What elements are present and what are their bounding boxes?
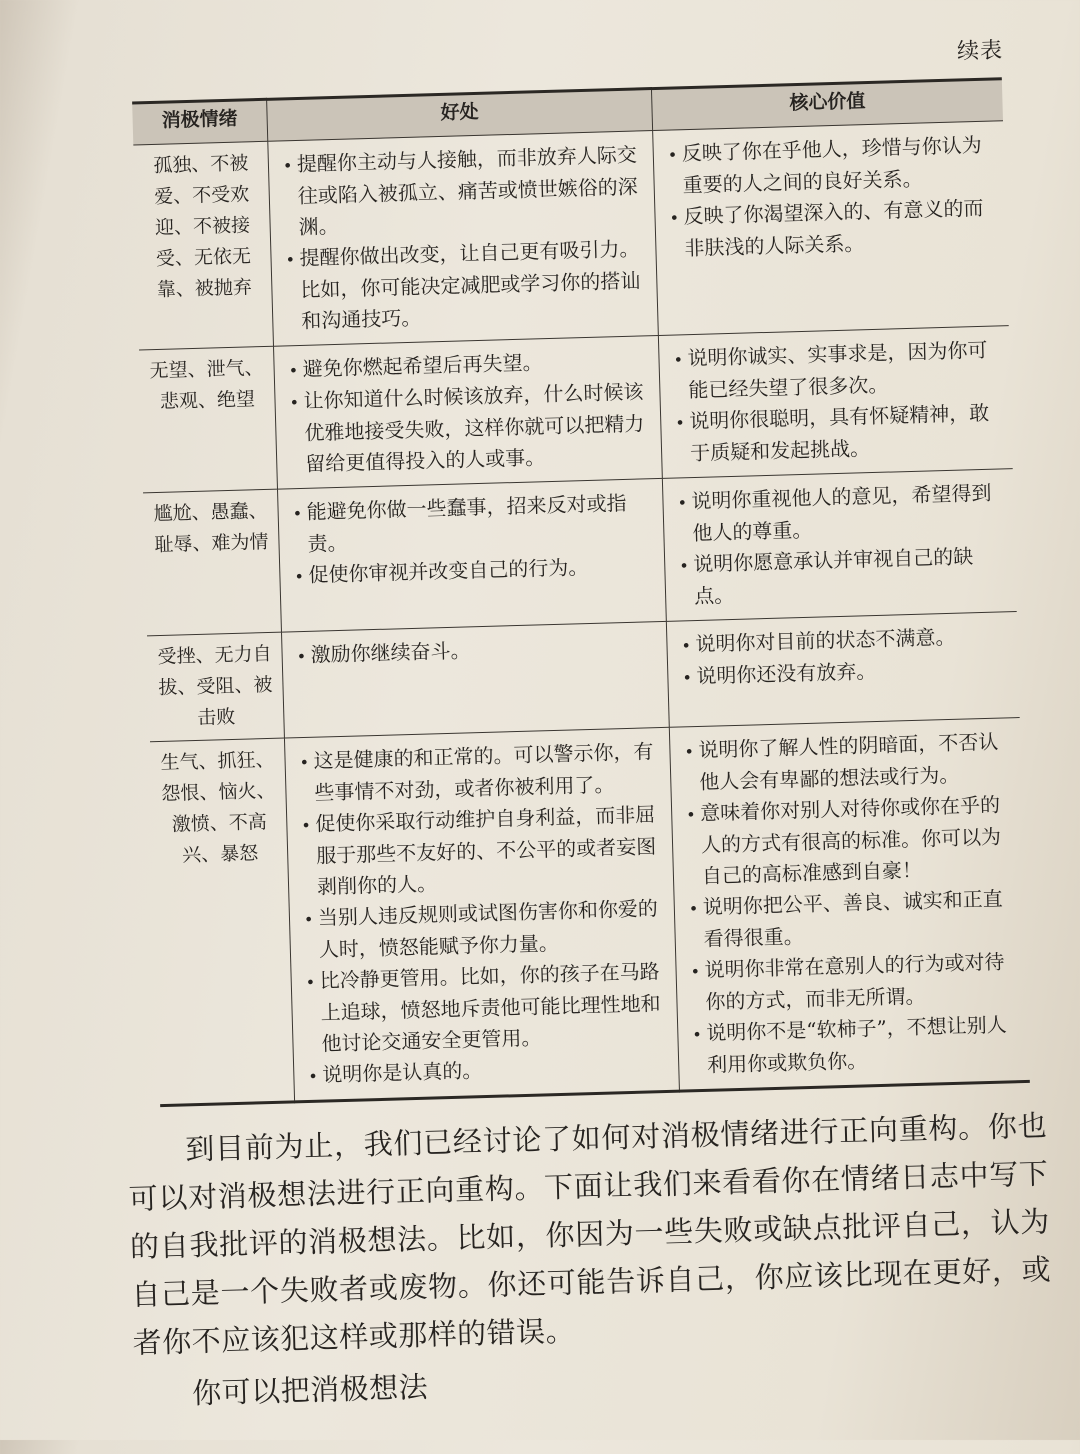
value-item: • 说明你诚实、实事求是，因为你可能已经失望了很多次。 [673,334,1001,406]
value-cell [662,469,1016,622]
body-text [127,1101,1055,1419]
benefit-cell [284,727,679,1102]
benefit-item: • 让你知道什么时候该放弃，什么时候该优雅地接受失败，这样你就可以把精力留给更值得投入的人或事。 [289,376,651,480]
emotion-cell: 无望、泄气、悲观、绝望 [139,346,277,493]
benefit-item: • 促使你审视并改变自己的行为。 [294,550,655,592]
benefit-item: • 提醒你主动与人接触，而非放弃人际交往或陷入被孤立、痛苦或愤世嫉俗的深渊。 [283,139,645,243]
table-row [139,326,1013,493]
body-paragraph: 到目前为止，我们已经讨论了如何对消极情绪进行正向重构。你也可以对消极想法进行正向重构。下面让我们来看看你在情绪日志中写下的自我批评的消极想法。比如，你因为一些失败或缺点批评自己，认为自己是一个失败者或废物。你还可能告诉自己，你应该比现在更好，或者你不应该犯这样或那样的错误。 [128,1108,1052,1361]
value-cell [666,612,1019,728]
value-item: • 说明你不是“软柿子”，不想让别人利用你或欺负你。 [692,1009,1020,1081]
benefit-item: • 比冷静更管用。比如，你的孩子在马路上追球，愤怒地斥责他可能比理性地和他讨论交通安全更管用。 [305,956,667,1060]
continuation-label: 续表 [956,38,1004,65]
value-cell [669,718,1030,1092]
value-item: • 说明你重视他人的意见，希望得到他人的尊重。 [677,477,1005,549]
header-core-value: 核心价值 [651,79,1003,131]
value-item: • 意味着你对别人对待你或你在乎的人的方式有很高的标准。你可以为自己的高标准感到自豪！ [686,789,1014,892]
emotion-cell: 尴尬、愚蠢、耻辱、难为情 [143,489,281,636]
benefit-cell [274,335,663,489]
benefit-item: • 促使你采取行动维护自身利益，而非屈服于那些不友好的、不公平的或者妄图剥削你的人。 [301,799,663,903]
benefit-item: • 提醒你做出改变，让自己更有吸引力。比如，你可能决定减肥或学习你的搭讪和沟通技巧。 [285,233,647,337]
benefit-cell [268,131,659,347]
table-row [143,469,1017,636]
value-item: • 说明你了解人性的阴暗面，不否认他人会有卑鄙的想法或行为。 [684,726,1012,798]
value-item: • 说明你很聪明，具有怀疑精神，敢于质疑和发起挑战。 [675,397,1003,469]
benefit-item: • 避免你燃起希望后再失望。 [288,344,649,386]
value-item: • 说明你还没有放弃。 [682,652,1009,693]
header-benefit: 好处 [267,89,653,142]
table-row [150,718,1030,1106]
emotion-cell: 孤独、不被爱、不受欢迎、不被接受、无依无靠、被抛弃 [133,141,273,350]
value-item: • 说明你愿意承认并审视自己的缺点。 [679,540,1007,612]
benefit-item: • 这是健康的和正常的。可以警示你，有些事情不对劲，或者你被利用了。 [299,736,661,809]
value-item: • 说明你对目前的状态不满意。 [681,620,1008,661]
benefit-item: • 能避免你做一些蠢事，招来反对或指责。 [292,487,654,560]
book-page [40,6,1080,1454]
table-row [133,121,1008,350]
emotion-cell: 生气、抓狂、怨恨、恼火、激愤、不高兴、暴怒 [150,738,295,1106]
benefit-item: • 说明你是认真的。 [308,1050,669,1092]
value-cell [653,121,1009,336]
value-cell [658,326,1012,479]
emotion-cell: 受挫、无力自拔、受阻、被击败 [147,632,284,742]
benefit-cell [277,478,666,632]
value-item: • 说明你非常在意别人的行为或对待你的方式，而非无所谓。 [690,946,1018,1018]
header-emotion: 消极情绪 [132,99,268,145]
benefit-item: • 激励你继续奋斗。 [296,630,657,672]
body-paragraph-partial: 你可以把消极想法 [191,1369,429,1411]
benefit-cell [281,621,669,738]
value-item: • 反映了你渴望深入的、有意义的而非肤浅的人际关系。 [669,193,997,265]
value-item: • 反映了你在乎他人，珍惜与你认为重要的人之间的良好关系。 [667,130,995,202]
value-item: • 说明你把公平、善良、诚实和正直看得很重。 [688,883,1016,955]
emotion-reframe-table [132,77,1030,1107]
benefit-item: • 当别人违反规则或试图伤害你和你爱的人时，愤怒能赋予你力量。 [304,893,666,966]
